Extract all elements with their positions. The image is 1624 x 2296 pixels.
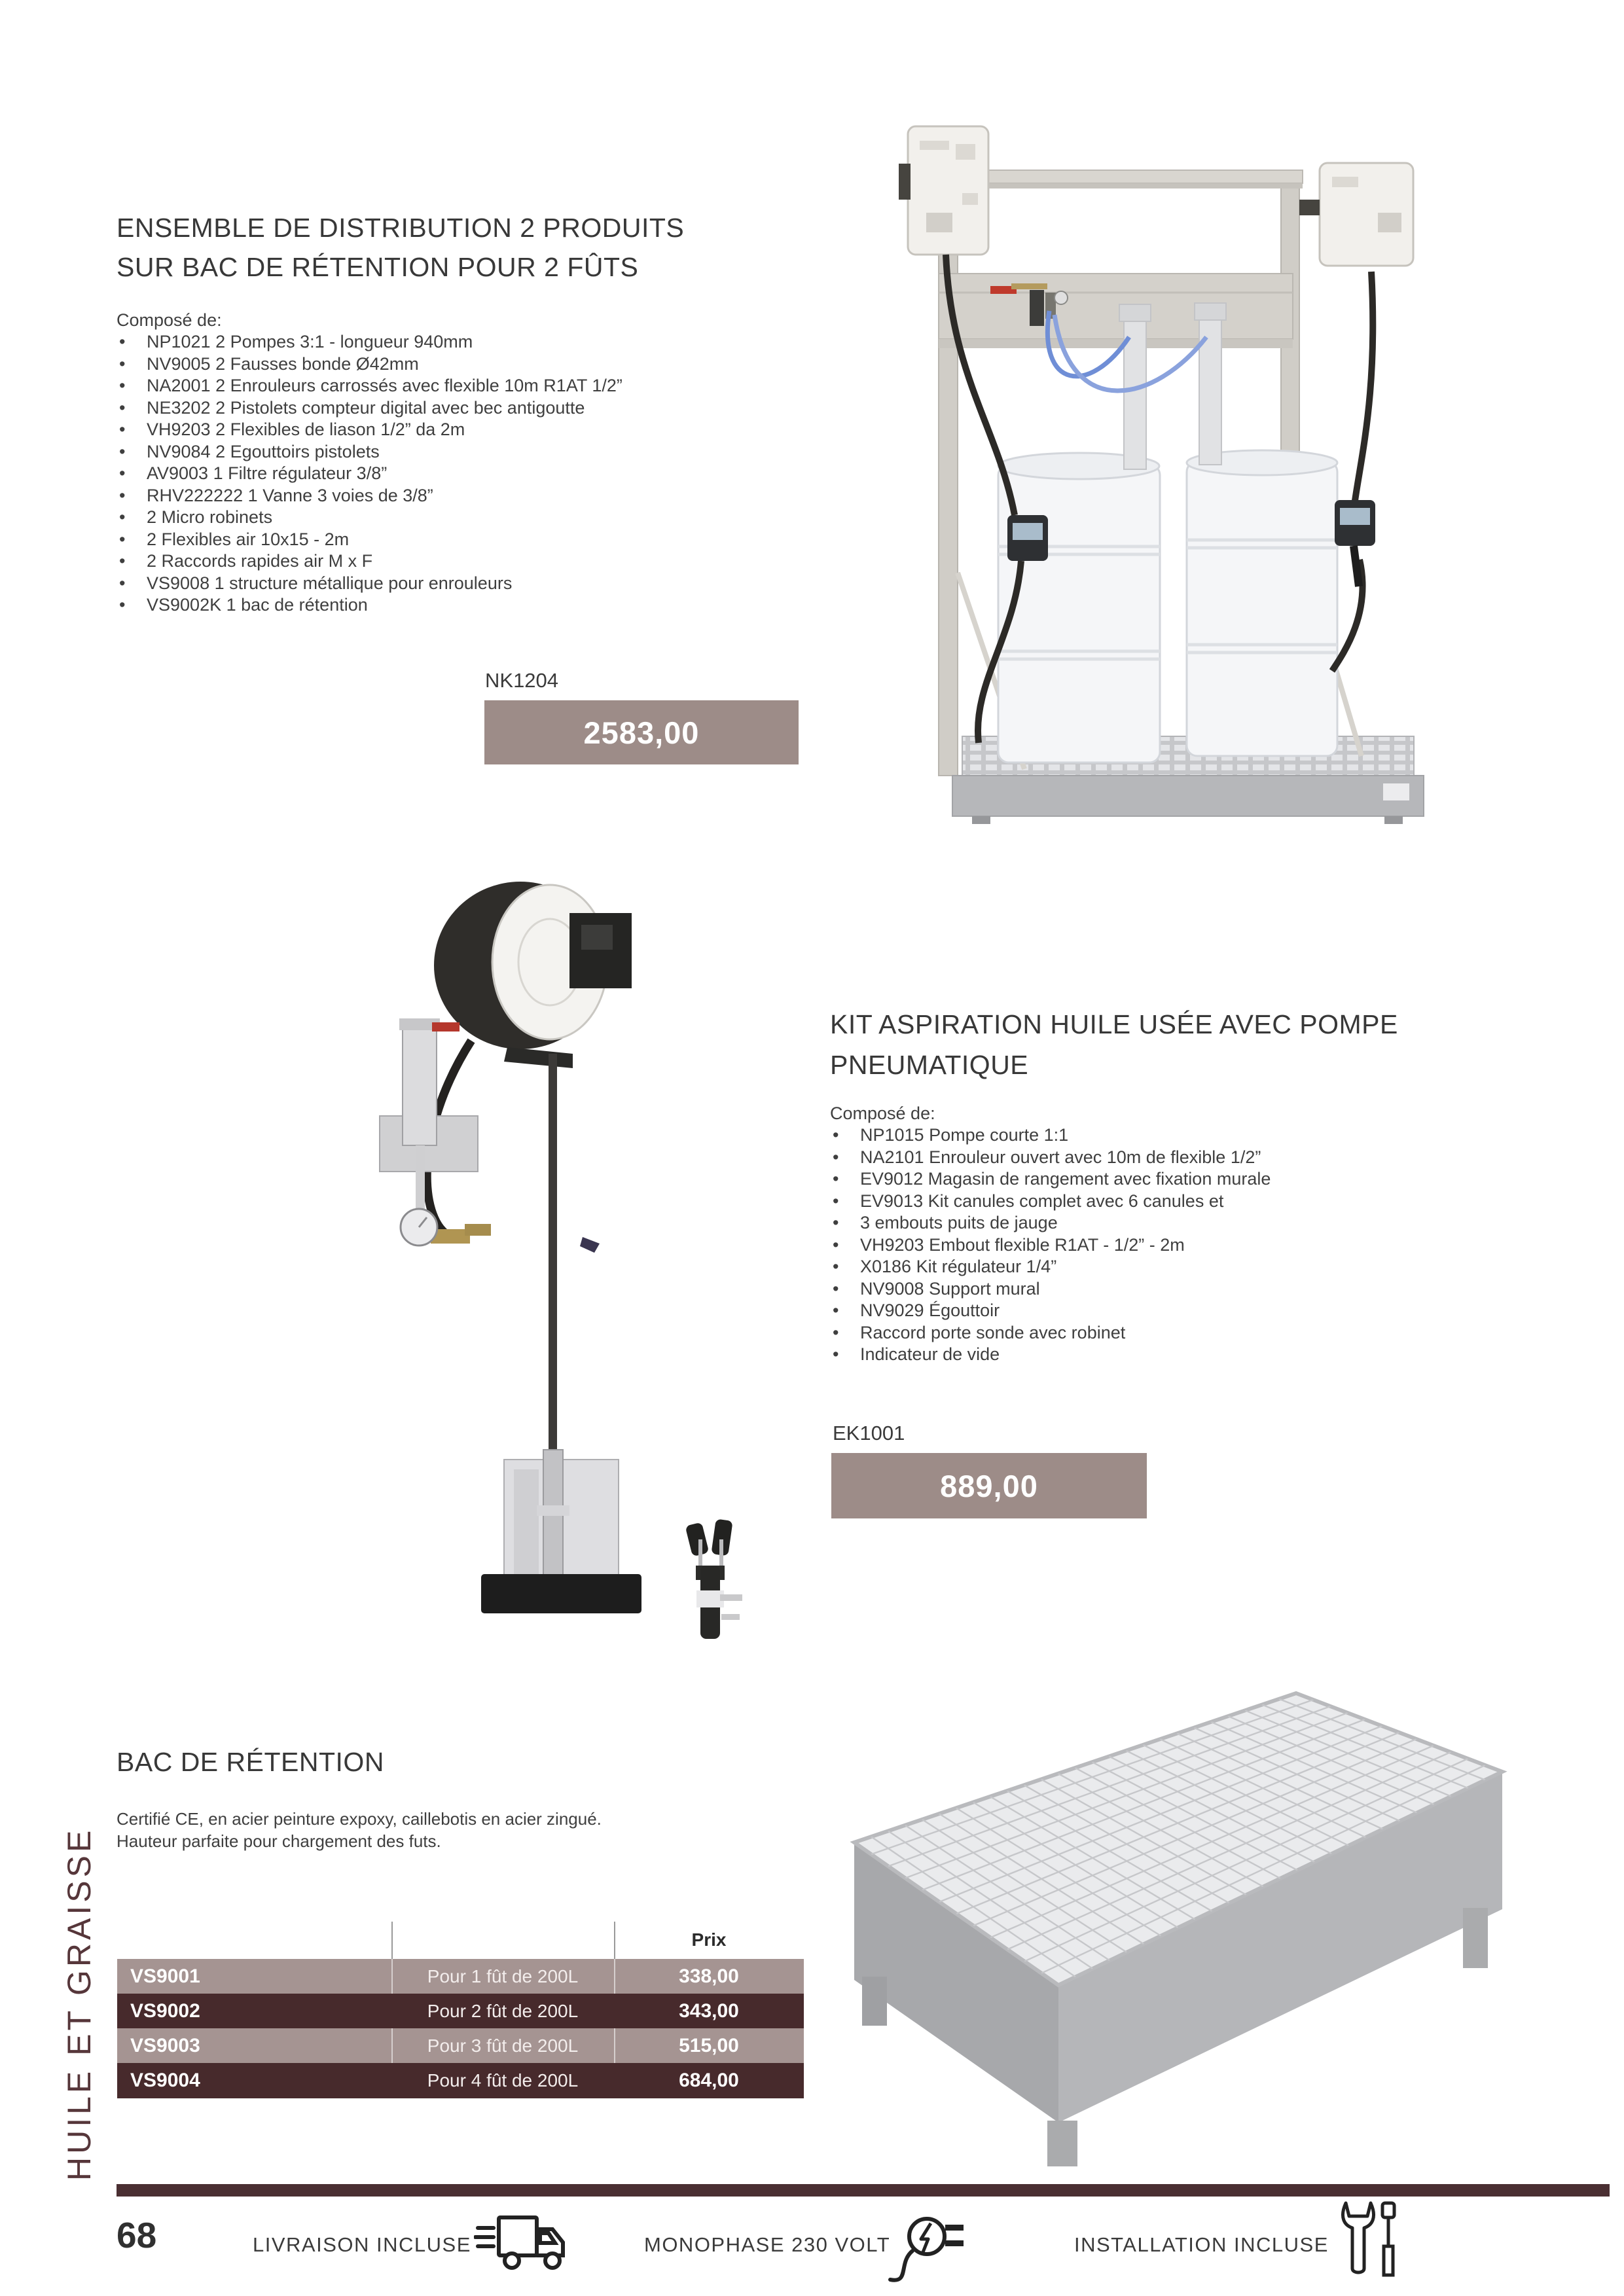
product1-spec-list [117, 331, 623, 617]
footer-divider-bar [117, 2184, 1610, 2197]
list-item: • X0186 Kit régulateur 1/4” [830, 1256, 1271, 1278]
product1-ref-code: NK1204 [485, 669, 559, 692]
product2-title [830, 1004, 1398, 1085]
list-item: • VH9203 2 Flexibles de liason 1/2” da 2m [117, 419, 623, 441]
drums-dispensing-set-illustration [874, 115, 1456, 828]
list-item: • NE3202 2 Pistolets compteur digital avec bec antigoutte [117, 397, 623, 420]
tools-icon [1337, 2199, 1405, 2281]
truck-icon [474, 2211, 567, 2273]
list-item: • RHV222222 1 Vanne 3 voies de 3/8” [117, 485, 623, 507]
footer-item-power: MONOPHASE 230 VOLT [644, 2233, 891, 2256]
price-column-header: Prix [691, 1929, 727, 1950]
product2-spec-list [830, 1124, 1271, 1366]
list-item: • EV9013 Kit canules complet avec 6 canules et [830, 1191, 1271, 1213]
product2-photo [353, 857, 799, 1643]
product3-desc-line2: Hauteur parfaite pour chargement des futs. [117, 1831, 441, 1851]
list-item: • NV9008 Support mural [830, 1278, 1271, 1300]
row-label: Pour 4 fût de 200L [427, 2070, 579, 2090]
row-label: Pour 2 fût de 200L [427, 2001, 579, 2021]
list-item: • 2 Raccords rapides air M x F [117, 550, 623, 573]
list-item: • NV9084 2 Egouttoirs pistolets [117, 441, 623, 463]
row-price: 684,00 [679, 2070, 739, 2091]
product1-title-line1: ENSEMBLE DE DISTRIBUTION 2 PRODUITS [117, 213, 685, 243]
product2-price: 889,00 [940, 1468, 1038, 1503]
product1-title [117, 208, 684, 287]
list-item: • Raccord porte sonde avec robinet [830, 1322, 1271, 1344]
product2-composed-label: Composé de: [830, 1103, 935, 1123]
list-item: • 2 Micro robinets [117, 507, 623, 529]
product3-photo [828, 1613, 1548, 2170]
table-row [117, 2028, 804, 2063]
retention-tray-illustration [828, 1613, 1548, 2170]
row-code: VS9002 [130, 2000, 200, 2022]
list-item: • VH9203 Embout flexible R1AT - 1/2” - 2m [830, 1234, 1271, 1257]
list-item: • NA2101 Enrouleur ouvert avec 10m de flexible 1/2” [830, 1147, 1271, 1169]
row-price: 338,00 [679, 1965, 739, 1987]
list-item: • 2 Flexibles air 10x15 - 2m [117, 529, 623, 551]
table-row [117, 1959, 804, 1994]
suction-probe [685, 1518, 742, 1639]
section-vertical-label: HUILE ET GRAISSE [61, 1827, 98, 2181]
product1-title-line2: SUR BAC DE RÉTENTION POUR 2 FÛTS [117, 252, 639, 282]
table-header-divider [614, 1922, 615, 1959]
product3-description [117, 1808, 602, 1852]
list-item: • NV9005 2 Fausses bonde Ø42mm [117, 353, 623, 376]
product3-title: BAC DE RÉTENTION [117, 1747, 384, 1777]
plug-icon [885, 2202, 971, 2284]
product1-price: 2583,00 [583, 715, 700, 750]
list-item: • VS9008 1 structure métallique pour enrouleurs [117, 573, 623, 595]
table-header-divider [391, 1922, 393, 1959]
footer-item-installation: INSTALLATION INCLUSE [1074, 2233, 1329, 2256]
row-code: VS9004 [130, 2070, 200, 2091]
list-item: • NP1015 Pompe courte 1:1 [830, 1124, 1271, 1147]
row-label: Pour 1 fût de 200L [427, 1966, 579, 1986]
footer-item-delivery: LIVRAISON INCLUSE [253, 2233, 471, 2256]
product1-composed-label: Composé de: [117, 310, 222, 330]
list-item: • NA2001 2 Enrouleurs carrossés avec flexible 10m R1AT 1/2” [117, 375, 623, 397]
list-item: • 3 embouts puits de jauge [830, 1212, 1271, 1234]
list-item: • NV9029 Égouttoir [830, 1300, 1271, 1322]
suction-kit-illustration [353, 857, 799, 1643]
list-item: • NP1021 2 Pompes 3:1 - longueur 940mm [117, 331, 623, 353]
page-number: 68 [117, 2215, 157, 2255]
list-item: • EV9012 Magasin de rangement avec fixation murale [830, 1168, 1271, 1191]
row-code: VS9003 [130, 2035, 200, 2056]
list-item: • Indicateur de vide [830, 1344, 1271, 1366]
product1-price-badge [484, 700, 799, 764]
list-item: • AV9003 1 Filtre régulateur 3/8” [117, 463, 623, 485]
product2-title-line2: PNEUMATIQUE [830, 1050, 1029, 1080]
row-price: 343,00 [679, 2000, 739, 2022]
product3-desc-line1: Certifié CE, en acier peinture expoxy, caillebotis en acier zingué. [117, 1809, 602, 1829]
table-row [117, 2063, 804, 2098]
table-row [117, 1994, 804, 2028]
product2-title-line1: KIT ASPIRATION HUILE USÉE AVEC POMPE [830, 1009, 1398, 1039]
row-price: 515,00 [679, 2035, 739, 2056]
row-label: Pour 3 fût de 200L [427, 2036, 579, 2056]
product1-photo [874, 115, 1456, 828]
row-code: VS9001 [130, 1965, 200, 1987]
product2-price-badge [831, 1453, 1147, 1518]
list-item: • VS9002K 1 bac de rétention [117, 594, 623, 617]
product2-ref-code: EK1001 [833, 1422, 905, 1444]
